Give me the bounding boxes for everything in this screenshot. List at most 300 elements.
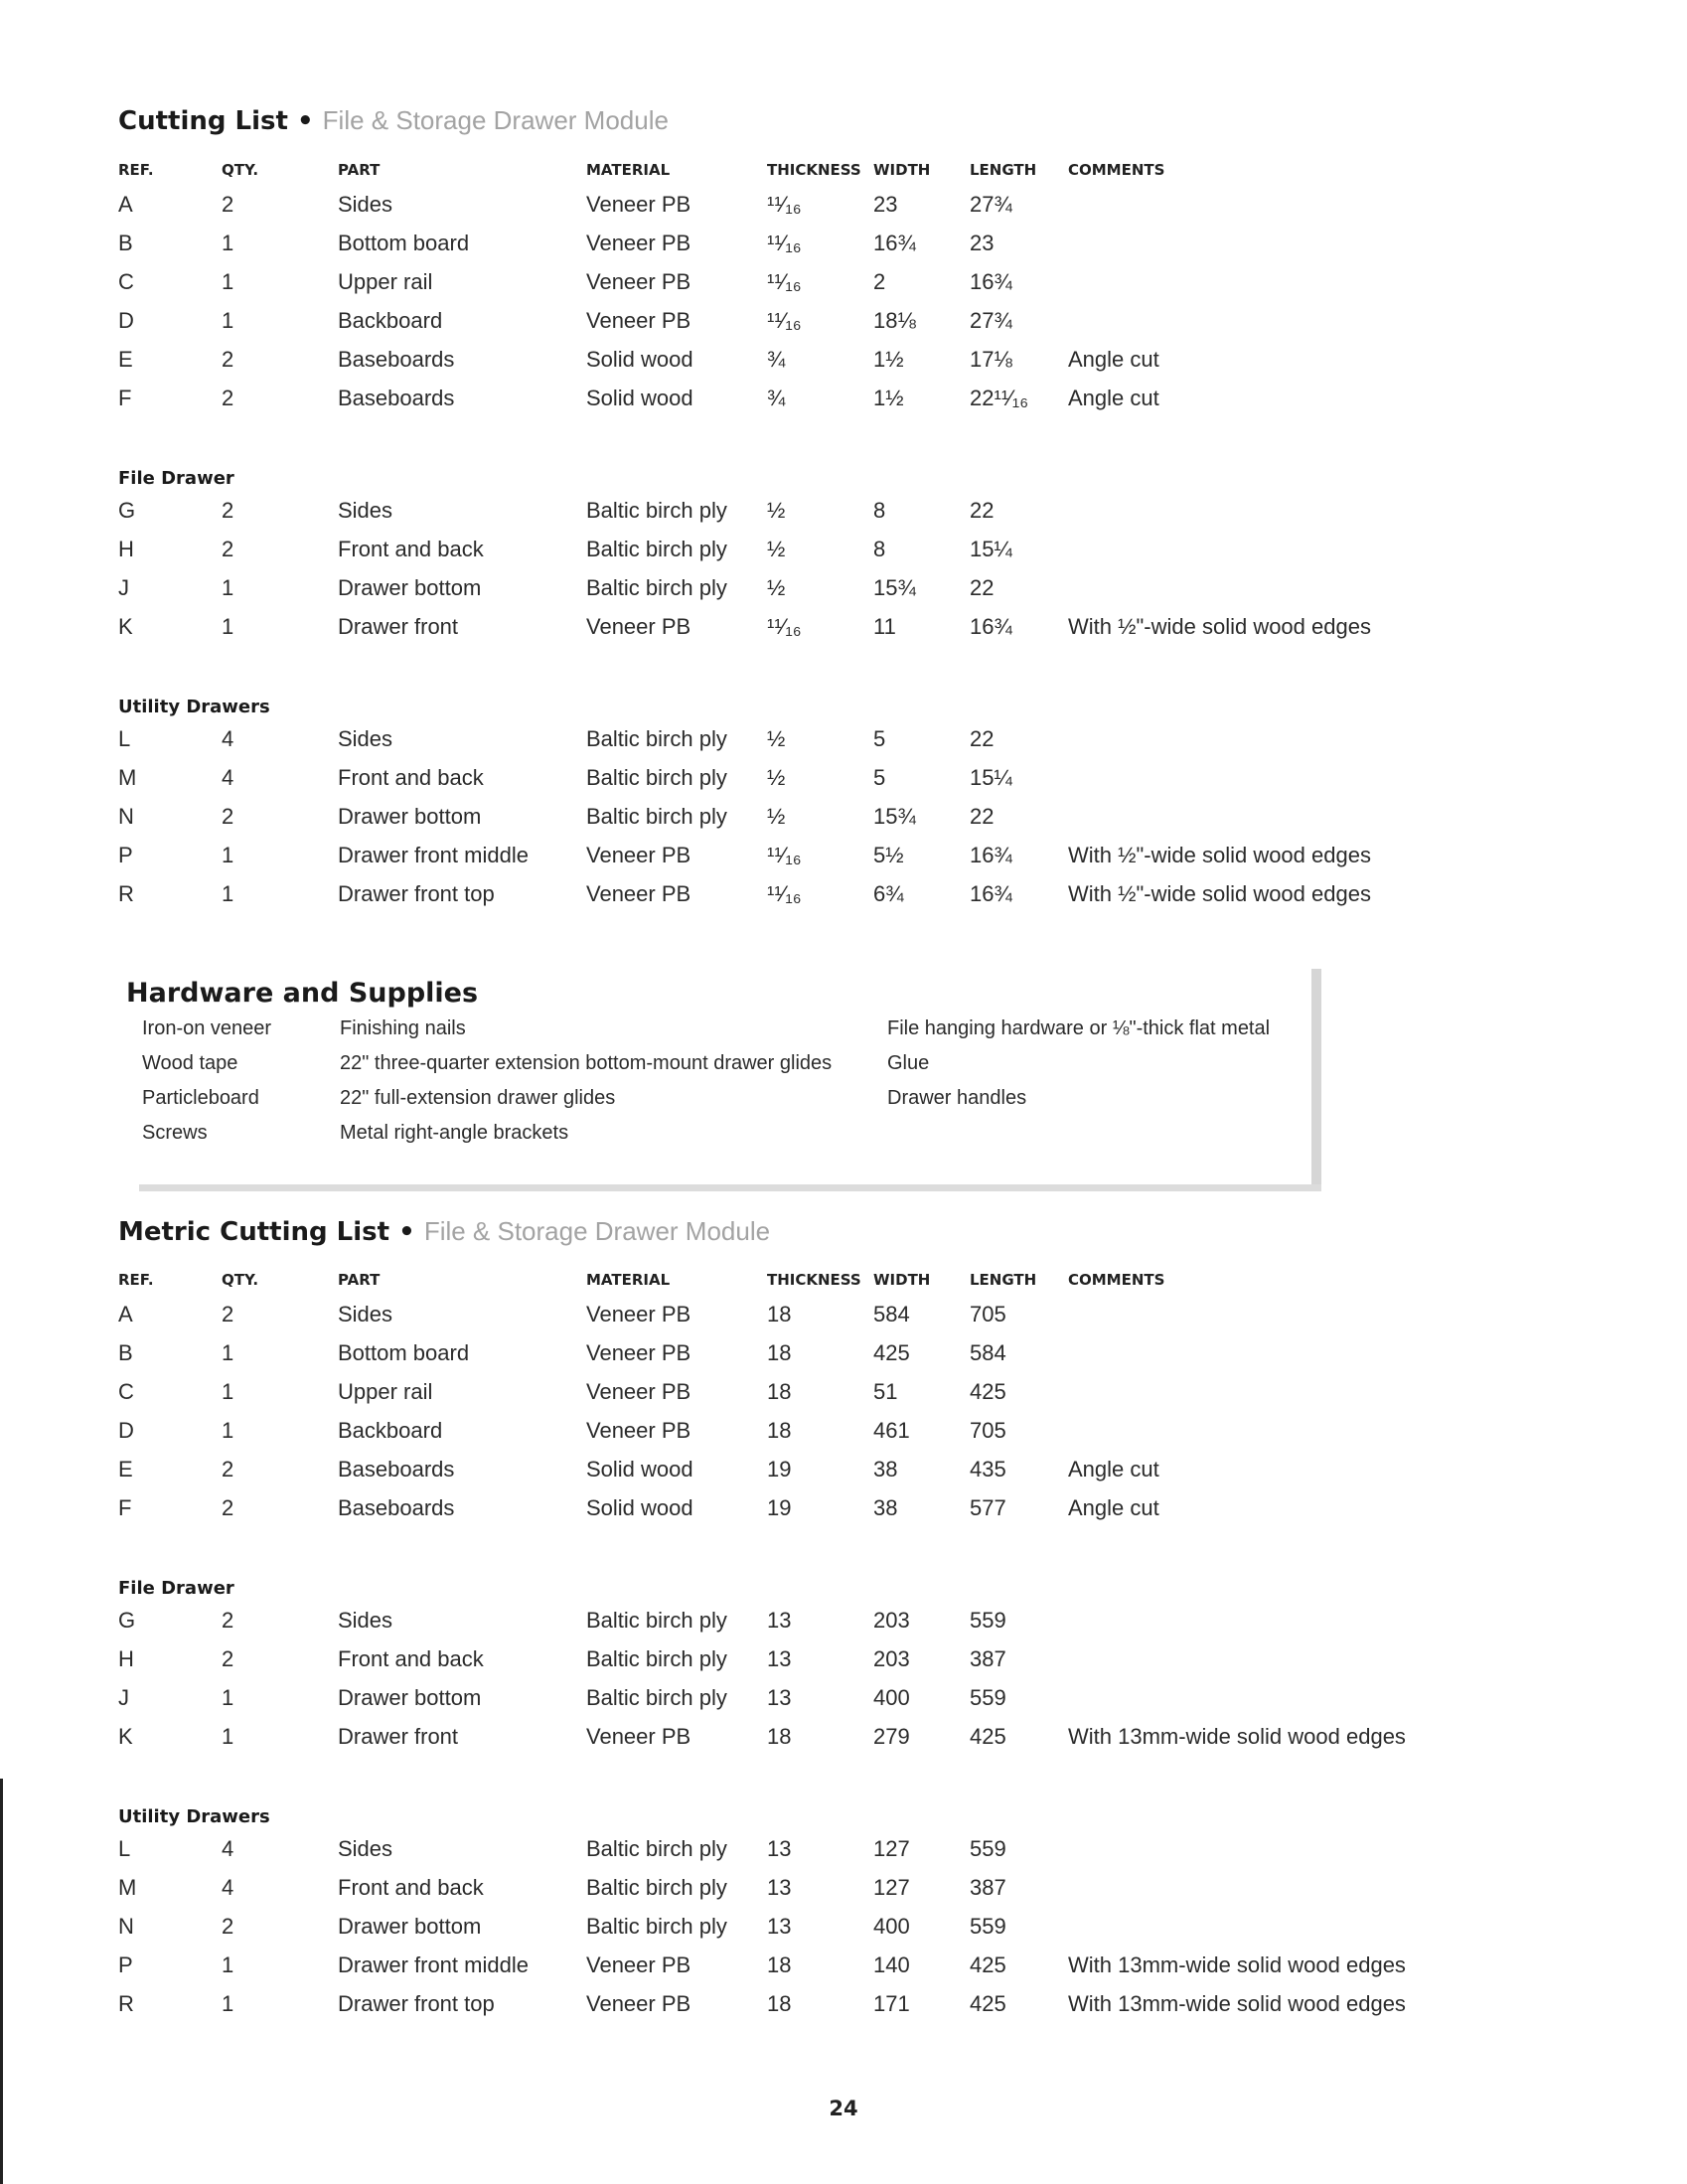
table-row [118, 719, 1386, 758]
cell-qty: 2 [222, 497, 234, 523]
table-row [118, 797, 1386, 836]
cell-material: Veneer PB [586, 842, 691, 867]
cell-thickness: ½ [767, 497, 786, 523]
cell-part: Upper rail [338, 268, 433, 294]
cell-thickness: 18 [767, 1990, 792, 2016]
hardware-title: Hardware and Supplies [126, 978, 479, 1009]
column-header-ref: REF. [118, 161, 154, 179]
cell-length: 559 [970, 1607, 1006, 1633]
cell-width: 8 [873, 497, 886, 523]
metric-cutting-list-table [118, 1265, 1406, 2023]
cell-length: 425 [970, 1990, 1006, 2016]
column-header-qty: QTY. [222, 1271, 259, 1289]
cell-part: Drawer front middle [338, 842, 529, 867]
column-header-length: LENGTH [970, 161, 1037, 179]
cutting-list-title-main: Cutting List [118, 106, 288, 136]
cell-ref: A [118, 1301, 133, 1326]
section-heading-row [118, 1527, 1406, 1601]
cell-material: Veneer PB [586, 230, 691, 255]
column-header-part: PART [338, 161, 381, 179]
hardware-item: Glue [887, 1052, 930, 1074]
cell-width: 2 [873, 268, 886, 294]
cell-material: Baltic birch ply [586, 574, 727, 600]
cell-qty: 1 [222, 1951, 234, 1977]
cell-comments: With 13mm-wide solid wood edges [1068, 1951, 1406, 1977]
cell-material: Veneer PB [586, 1723, 691, 1749]
table-row [118, 874, 1386, 913]
cell-part: Baseboards [338, 346, 455, 372]
cell-part: Sides [338, 497, 393, 523]
cell-comments [1068, 301, 1386, 340]
cell-comments [1068, 185, 1386, 224]
section-heading-row [118, 646, 1386, 719]
column-header-comments: COMMENTS [1068, 1271, 1165, 1289]
table-row [118, 185, 1386, 224]
cell-qty: 2 [222, 1607, 234, 1633]
cell-qty: 1 [222, 307, 234, 333]
cell-thickness: 13 [767, 1645, 792, 1671]
cell-thickness: 13 [767, 1684, 792, 1710]
cell-width: 400 [873, 1684, 910, 1710]
column-header-width: WIDTH [873, 161, 931, 179]
table-row [118, 1295, 1406, 1333]
cell-qty: 2 [222, 1494, 234, 1520]
cell-ref: C [118, 268, 134, 294]
cell-material: Veneer PB [586, 307, 691, 333]
cell-comments: Angle cut [1068, 346, 1159, 372]
section-heading: File Drawer [118, 468, 234, 489]
cell-ref: E [118, 346, 133, 372]
cell-qty: 1 [222, 613, 234, 639]
cell-ref: J [118, 574, 129, 600]
cell-comments: Angle cut [1068, 1494, 1159, 1520]
cell-ref: E [118, 1456, 133, 1482]
table-row [118, 1984, 1406, 2023]
cutting-list-table [118, 155, 1386, 913]
cell-ref: D [118, 307, 134, 333]
cell-length: 16¾ [970, 268, 1012, 294]
cell-length: 425 [970, 1378, 1006, 1404]
cell-part: Front and back [338, 536, 484, 561]
cell-qty: 1 [222, 230, 234, 255]
cell-qty: 4 [222, 1874, 234, 1900]
cell-length: 22 [970, 497, 995, 523]
column-header-material: MATERIAL [586, 1271, 671, 1289]
cell-comments [1068, 1601, 1406, 1639]
cell-qty: 2 [222, 346, 234, 372]
cell-part: Baseboards [338, 385, 455, 410]
cell-width: 8 [873, 536, 886, 561]
cell-width: 127 [873, 1835, 910, 1861]
cell-thickness: 13 [767, 1607, 792, 1633]
table-row [118, 379, 1386, 417]
cell-thickness: ½ [767, 803, 786, 829]
cell-comments [1068, 491, 1386, 530]
cell-width: 5 [873, 764, 886, 790]
cell-ref: C [118, 1378, 134, 1404]
cell-length: 16¾ [970, 842, 1012, 867]
cell-part: Bottom board [338, 1339, 470, 1365]
cell-qty: 2 [222, 385, 234, 410]
cell-ref: A [118, 191, 133, 217]
hardware-supplies-box [109, 969, 1321, 1191]
cell-qty: 1 [222, 1990, 234, 2016]
cell-part: Upper rail [338, 1378, 433, 1404]
cell-comments [1068, 1868, 1406, 1907]
cell-length: 16¾ [970, 613, 1012, 639]
hardware-item: 22" three-quarter extension bottom-mount drawer glides [340, 1052, 833, 1074]
cell-material: Veneer PB [586, 1417, 691, 1443]
cell-part: Drawer front [338, 1723, 459, 1749]
cell-material: Veneer PB [586, 880, 691, 906]
cell-qty: 2 [222, 191, 234, 217]
cell-material: Baltic birch ply [586, 536, 727, 561]
cell-length: 577 [970, 1494, 1006, 1520]
cell-thickness: 18 [767, 1951, 792, 1977]
cell-part: Sides [338, 725, 393, 751]
cell-length: 22¹¹⁄₁₆ [970, 385, 1029, 410]
table-row [118, 1907, 1406, 1946]
cell-ref: K [118, 1723, 133, 1749]
table-row [118, 530, 1386, 568]
cell-thickness: ¹¹⁄₁₆ [767, 307, 802, 333]
cell-comments [1068, 1639, 1406, 1678]
metric-title-bullet: • [398, 1217, 415, 1247]
cell-width: 425 [873, 1339, 910, 1365]
cell-length: 15¼ [970, 764, 1012, 790]
cell-comments: With ½"-wide solid wood edges [1068, 613, 1371, 639]
cell-length: 22 [970, 725, 995, 751]
box-shadow-bottom [139, 1184, 1321, 1191]
cell-length: 22 [970, 574, 995, 600]
column-header-part: PART [338, 1271, 381, 1289]
cell-length: 559 [970, 1913, 1006, 1939]
box-shadow-right [1311, 969, 1321, 1191]
cell-material: Solid wood [586, 1494, 693, 1520]
cell-thickness: 19 [767, 1494, 792, 1520]
cell-width: 5 [873, 725, 886, 751]
table-row [118, 1601, 1406, 1639]
cell-part: Sides [338, 1301, 393, 1326]
hardware-item: Drawer handles [887, 1087, 1027, 1109]
cell-ref: R [118, 1990, 134, 2016]
cell-qty: 2 [222, 1456, 234, 1482]
cell-comments [1068, 530, 1386, 568]
cell-thickness: ¾ [767, 346, 786, 372]
cutting-list-title-bullet: • [296, 106, 314, 136]
table-header-row [118, 155, 1386, 185]
hardware-item: 22" full-extension drawer glides [340, 1087, 616, 1109]
cell-thickness: ¹¹⁄₁₆ [767, 880, 802, 906]
cell-ref: L [118, 1835, 131, 1861]
cell-width: 203 [873, 1607, 910, 1633]
table-row [118, 1411, 1406, 1450]
cell-qty: 4 [222, 725, 234, 751]
cell-part: Drawer front [338, 613, 459, 639]
scan-edge-line [0, 1779, 3, 2184]
table-row [118, 1829, 1406, 1868]
cell-width: 171 [873, 1990, 910, 2016]
cell-material: Baltic birch ply [586, 1684, 727, 1710]
cell-thickness: ½ [767, 725, 786, 751]
cell-part: Baseboards [338, 1456, 455, 1482]
cell-ref: G [118, 497, 136, 523]
hardware-item: Iron-on veneer [142, 1017, 272, 1039]
cell-material: Baltic birch ply [586, 803, 727, 829]
table-row [118, 1678, 1406, 1717]
cell-thickness: 18 [767, 1339, 792, 1365]
cell-width: 1½ [873, 346, 904, 372]
section-heading: File Drawer [118, 1578, 234, 1599]
cell-part: Drawer bottom [338, 1684, 482, 1710]
table-row [118, 1333, 1406, 1372]
table-row [118, 1717, 1406, 1756]
section-heading: Utility Drawers [118, 1806, 270, 1827]
table-row [118, 607, 1386, 646]
table-row [118, 758, 1386, 797]
cell-material: Baltic birch ply [586, 1913, 727, 1939]
cell-part: Drawer front top [338, 880, 495, 906]
table-row [118, 224, 1386, 262]
hardware-item: File hanging hardware or ⅛"-thick flat metal [887, 1017, 1271, 1039]
cell-qty: 2 [222, 1913, 234, 1939]
cell-material: Baltic birch ply [586, 764, 727, 790]
cell-qty: 2 [222, 1645, 234, 1671]
cell-length: 15¼ [970, 536, 1012, 561]
cell-length: 425 [970, 1723, 1006, 1749]
cell-comments [1068, 568, 1386, 607]
section-heading: Utility Drawers [118, 697, 270, 717]
cell-thickness: ¹¹⁄₁₆ [767, 842, 802, 867]
cell-part: Front and back [338, 1874, 484, 1900]
cell-qty: 1 [222, 842, 234, 867]
cell-material: Baltic birch ply [586, 1645, 727, 1671]
cell-part: Drawer bottom [338, 574, 482, 600]
cell-length: 387 [970, 1645, 1006, 1671]
cell-comments [1068, 758, 1386, 797]
cell-width: 15¾ [873, 803, 916, 829]
cell-width: 279 [873, 1723, 910, 1749]
cell-comments: With ½"-wide solid wood edges [1068, 880, 1371, 906]
cell-thickness: 18 [767, 1301, 792, 1326]
cell-part: Bottom board [338, 230, 470, 255]
cell-comments [1068, 1907, 1406, 1946]
cell-qty: 1 [222, 1684, 234, 1710]
cutting-list-title [118, 105, 669, 136]
cell-length: 559 [970, 1684, 1006, 1710]
cell-part: Drawer front middle [338, 1951, 529, 1977]
cell-thickness: 19 [767, 1456, 792, 1482]
section-heading-row [118, 1756, 1406, 1829]
cell-comments: With 13mm-wide solid wood edges [1068, 1990, 1406, 2016]
cell-material: Veneer PB [586, 191, 691, 217]
cell-qty: 1 [222, 268, 234, 294]
column-header-length: LENGTH [970, 1271, 1037, 1289]
cell-comments: With 13mm-wide solid wood edges [1068, 1723, 1406, 1749]
page-number: 24 [829, 2097, 858, 2120]
cell-thickness: 13 [767, 1874, 792, 1900]
cell-width: 15¾ [873, 574, 916, 600]
cell-comments [1068, 797, 1386, 836]
cell-ref: L [118, 725, 131, 751]
metric-cutting-list-title [118, 1216, 770, 1247]
cell-width: 1½ [873, 385, 904, 410]
cell-ref: R [118, 880, 134, 906]
cell-material: Baltic birch ply [586, 497, 727, 523]
cell-qty: 1 [222, 880, 234, 906]
cell-part: Front and back [338, 764, 484, 790]
cell-material: Veneer PB [586, 1990, 691, 2016]
cell-length: 425 [970, 1951, 1006, 1977]
cell-material: Veneer PB [586, 1951, 691, 1977]
cell-length: 435 [970, 1456, 1006, 1482]
table-row [118, 568, 1386, 607]
cell-thickness: 13 [767, 1913, 792, 1939]
cell-width: 23 [873, 191, 898, 217]
metric-subtitle: File & Storage Drawer Module [423, 1216, 771, 1246]
cell-thickness: 18 [767, 1723, 792, 1749]
column-header-ref: REF. [118, 1271, 154, 1289]
cell-width: 38 [873, 1456, 898, 1482]
cell-thickness: ¹¹⁄₁₆ [767, 613, 802, 639]
cell-width: 127 [873, 1874, 910, 1900]
hardware-item: Particleboard [142, 1087, 259, 1109]
cell-ref: F [118, 385, 132, 410]
cell-comments [1068, 1295, 1406, 1333]
cell-qty: 2 [222, 536, 234, 561]
cell-thickness: 18 [767, 1417, 792, 1443]
cell-qty: 4 [222, 1835, 234, 1861]
cell-width: 5½ [873, 842, 904, 867]
cell-ref: M [118, 1874, 137, 1900]
cell-qty: 4 [222, 764, 234, 790]
cell-thickness: ½ [767, 536, 786, 561]
column-header-thickness: THICKNESS [767, 161, 861, 179]
cell-length: 27¾ [970, 191, 1012, 217]
cell-part: Front and back [338, 1645, 484, 1671]
cell-material: Veneer PB [586, 613, 691, 639]
cell-material: Solid wood [586, 385, 693, 410]
hardware-item: Metal right-angle brackets [340, 1122, 569, 1144]
cell-width: 461 [873, 1417, 910, 1443]
cell-ref: B [118, 230, 133, 255]
table-row [118, 836, 1386, 874]
cell-length: 705 [970, 1301, 1006, 1326]
cell-part: Drawer bottom [338, 1913, 482, 1939]
cutting-list-subtitle: File & Storage Drawer Module [322, 105, 669, 135]
cell-material: Veneer PB [586, 1301, 691, 1326]
section-heading-row [118, 417, 1386, 491]
cell-ref: P [118, 1951, 133, 1977]
cell-thickness: ½ [767, 574, 786, 600]
cell-thickness: ¾ [767, 385, 786, 410]
cell-qty: 1 [222, 1417, 234, 1443]
cell-ref: J [118, 1684, 129, 1710]
hardware-item: Wood tape [142, 1052, 238, 1074]
table-row [118, 1450, 1406, 1488]
cell-width: 16¾ [873, 230, 916, 255]
cell-part: Drawer front top [338, 1990, 495, 2016]
cell-comments [1068, 1411, 1406, 1450]
cell-length: 17⅛ [970, 346, 1012, 372]
cell-ref: D [118, 1417, 134, 1443]
cell-thickness: ½ [767, 764, 786, 790]
cell-thickness: ¹¹⁄₁₆ [767, 230, 802, 255]
table-row [118, 1639, 1406, 1678]
cell-material: Baltic birch ply [586, 1835, 727, 1861]
cell-qty: 1 [222, 1339, 234, 1365]
cell-length: 22 [970, 803, 995, 829]
column-header-qty: QTY. [222, 161, 259, 179]
cell-ref: N [118, 1913, 134, 1939]
cell-material: Veneer PB [586, 1339, 691, 1365]
column-header-comments: COMMENTS [1068, 161, 1165, 179]
cell-width: 11 [873, 613, 896, 639]
cell-length: 584 [970, 1339, 1006, 1365]
table-row [118, 1946, 1406, 1984]
cell-material: Solid wood [586, 1456, 693, 1482]
column-header-material: MATERIAL [586, 161, 671, 179]
cell-part: Sides [338, 191, 393, 217]
cell-material: Veneer PB [586, 1378, 691, 1404]
cell-ref: H [118, 536, 134, 561]
cell-comments [1068, 1333, 1406, 1372]
metric-title-main: Metric Cutting List [118, 1217, 390, 1247]
hardware-item: Finishing nails [340, 1017, 466, 1039]
cell-width: 140 [873, 1951, 910, 1977]
cell-comments [1068, 719, 1386, 758]
cell-width: 584 [873, 1301, 910, 1326]
table-row [118, 1868, 1406, 1907]
cell-width: 6¾ [873, 880, 904, 906]
cell-thickness: ¹¹⁄₁₆ [767, 191, 802, 217]
cell-comments: Angle cut [1068, 385, 1159, 410]
cell-width: 51 [873, 1378, 898, 1404]
cell-comments [1068, 1372, 1406, 1411]
cell-ref: B [118, 1339, 133, 1365]
cell-comments [1068, 1678, 1406, 1717]
column-header-width: WIDTH [873, 1271, 931, 1289]
cell-width: 400 [873, 1913, 910, 1939]
cell-qty: 1 [222, 574, 234, 600]
cell-length: 387 [970, 1874, 1006, 1900]
cell-comments: With ½"-wide solid wood edges [1068, 842, 1371, 867]
cell-width: 18⅛ [873, 307, 916, 333]
table-row [118, 340, 1386, 379]
table-row [118, 1372, 1406, 1411]
cell-ref: M [118, 764, 137, 790]
cell-part: Sides [338, 1835, 393, 1861]
cell-material: Solid wood [586, 346, 693, 372]
cell-part: Backboard [338, 1417, 443, 1443]
cell-length: 705 [970, 1417, 1006, 1443]
table-row [118, 1488, 1406, 1527]
cell-length: 16¾ [970, 880, 1012, 906]
cell-material: Baltic birch ply [586, 725, 727, 751]
cell-comments [1068, 224, 1386, 262]
cell-ref: K [118, 613, 133, 639]
table-header-row [118, 1265, 1406, 1295]
cell-width: 38 [873, 1494, 898, 1520]
cell-comments [1068, 262, 1386, 301]
cell-thickness: 13 [767, 1835, 792, 1861]
cell-material: Baltic birch ply [586, 1607, 727, 1633]
cell-qty: 2 [222, 1301, 234, 1326]
table-row [118, 301, 1386, 340]
cell-ref: P [118, 842, 133, 867]
cell-length: 23 [970, 230, 995, 255]
cell-comments: Angle cut [1068, 1456, 1159, 1482]
